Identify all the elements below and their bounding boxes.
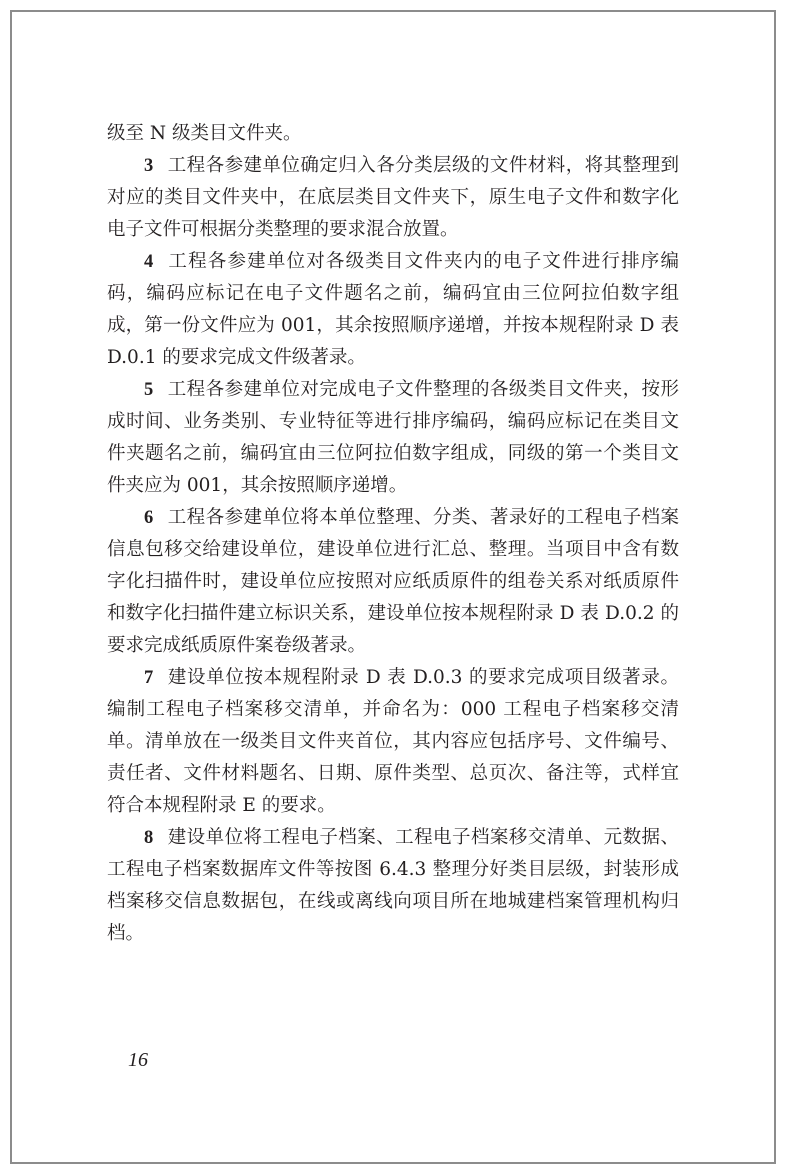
paragraph-text: 工程各参建单位确定归入各分类层级的文件材料，将其整理到对应的类目文件夹中，在底层类目文件夹下，原生电子文件和数字化电子文件可根据分类整理的要求混合放置。: [107, 155, 679, 240]
paragraph-3: [107, 150, 679, 246]
paragraph-8: [107, 822, 679, 950]
paragraph-4: [107, 246, 679, 374]
paragraph-text: 工程各参建单位将本单位整理、分类、著录好的工程电子档案信息包移交给建设单位，建设单位进行汇总、整理。当项目中含有数字化扫描件时，建设单位应按照对应纸质原件的组卷关系对纸质原件和数字化扫描件建立标识关系，建设单位按本规程附录 D 表 D.0.2 的要求完成纸质原件案卷级著录。: [107, 507, 679, 656]
paragraph-continuation: [107, 118, 679, 150]
paragraph-number: 3: [144, 156, 154, 176]
page-number: 16: [128, 1049, 148, 1071]
paragraph-text: 建设单位按本规程附录 D 表 D.0.3 的要求完成项目级著录。编制工程电子档案移交清单，并命名为：000 工程电子档案移交清单。清单放在一级类目文件夹首位，其内容应包括序号、文件编号、责任者、文件材料题名、日期、原件类型、总页次、备注等，式样宜符合本规程附录 E 的要求。: [107, 667, 679, 816]
paragraph-number: 5: [144, 380, 154, 400]
paragraph-text: 工程各参建单位对各级类目文件夹内的电子文件进行排序编码，编码应标记在电子文件题名之前，编码宜由三位阿拉伯数字组成，第一份文件应为 001，其余按照顺序递增，并按本规程附录 D 表 D.0.1 的要求完成文件级著录。: [107, 251, 679, 368]
paragraph-number: 8: [144, 828, 154, 848]
paragraph-number: 7: [144, 668, 154, 688]
paragraph-7: [107, 662, 679, 822]
paragraph-number: 6: [144, 508, 154, 528]
paragraph-text: 工程各参建单位对完成电子文件整理的各级类目文件夹，按形成时间、业务类别、专业特征等进行排序编码，编码应标记在类目文件夹题名之前，编码宜由三位阿拉伯数字组成，同级的第一个类目文件夹应为 001，其余按照顺序递增。: [107, 379, 679, 496]
paragraph-text: 建设单位将工程电子档案、工程电子档案移交清单、元数据、工程电子档案数据库文件等按图 6.4.3 整理分好类目层级，封装形成档案移交信息数据包，在线或离线向项目所在地城建档案管理机构归档。: [107, 827, 679, 944]
document-body: [107, 118, 679, 950]
paragraph-text: 级至 N 级类目文件夹。: [107, 123, 302, 144]
paragraph-number: 4: [144, 252, 154, 272]
paragraph-5: [107, 374, 679, 502]
paragraph-6: [107, 502, 679, 662]
